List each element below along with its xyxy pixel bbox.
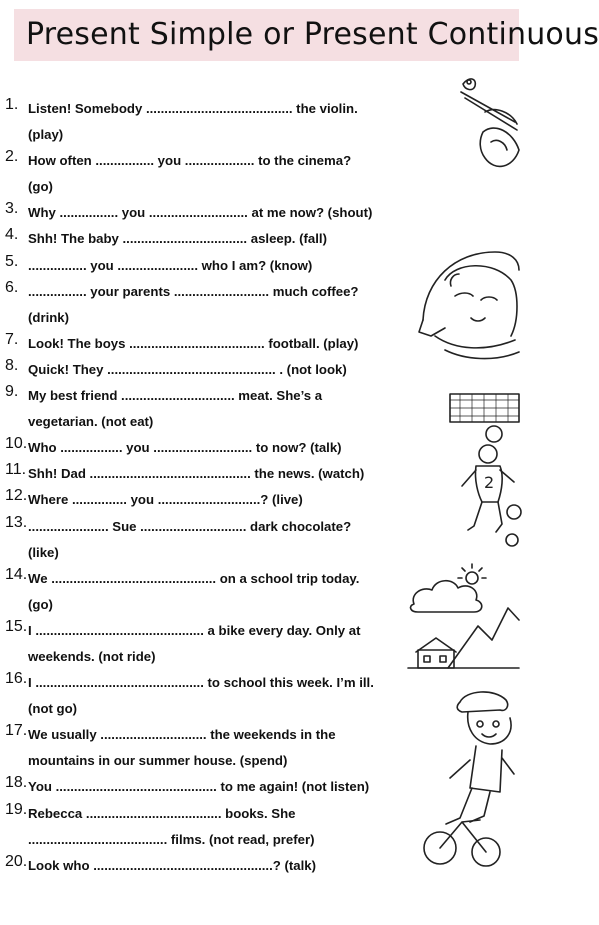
exercise-item <box>5 279 405 331</box>
exercise-item <box>5 801 405 853</box>
exercise-number: 15. <box>5 617 28 635</box>
worksheet-title-bar <box>14 9 599 61</box>
exercise-list <box>5 96 405 879</box>
exercise-text: I .............................................. a bike every day. Only at <box>28 622 361 638</box>
exercise-text: Who ................. you ........................... to now? (talk) <box>28 440 342 456</box>
exercise-number: 5. <box>5 252 19 270</box>
exercise-item <box>5 435 405 461</box>
svg-text:2: 2 <box>484 473 495 492</box>
exercise-text-continued: vegetarian. (not eat) <box>28 414 154 430</box>
exercise-text: Look who .................................................? (talk) <box>28 857 316 873</box>
exercise-text-continued: weekends. (not ride) <box>28 648 156 664</box>
exercise-item <box>5 722 405 774</box>
exercise-text: You ............................................ to me again! (not listen) <box>28 779 370 795</box>
exercise-item <box>5 200 405 226</box>
exercise-text-continued: ...................................... films. (not read, prefer) <box>28 831 315 847</box>
exercise-item <box>5 487 405 513</box>
exercise-text: Where ............... you ............................? (live) <box>28 492 303 508</box>
exercise-text-continued: (drink) <box>28 309 70 325</box>
exercise-number: 7. <box>5 330 19 348</box>
exercise-number: 17. <box>5 722 28 740</box>
exercise-item <box>5 253 405 279</box>
exercise-number: 16. <box>5 670 28 688</box>
exercise-text-continued: (play) <box>28 127 64 143</box>
exercise-text: ................ you ...................... who I am? (know) <box>28 257 313 273</box>
exercise-text-continued: (not go) <box>28 701 78 717</box>
exercise-number: 2. <box>5 148 19 166</box>
exercise-item <box>5 514 405 566</box>
exercise-item <box>5 461 405 487</box>
exercise-number: 9. <box>5 383 19 401</box>
exercise-text: ................ your parents .......................... much coffee? <box>28 283 359 299</box>
sleeping-baby-illustration <box>415 240 519 370</box>
exercise-number: 20. <box>5 852 28 870</box>
exercise-item <box>5 853 405 879</box>
exercise-text: Shh! Dad ............................................ the news. (watch) <box>28 466 365 482</box>
exercise-text-continued: (go) <box>28 596 53 612</box>
exercise-text: Shh! The baby .................................. asleep. (fall) <box>28 231 327 247</box>
exercise-item <box>5 148 405 200</box>
exercise-number: 3. <box>5 200 19 218</box>
exercise-item <box>5 566 405 618</box>
exercise-item <box>5 331 405 357</box>
exercise-number: 10. <box>5 435 28 453</box>
exercise-text: Quick! They .............................................. . (not look) <box>28 361 347 377</box>
exercise-item <box>5 774 405 800</box>
exercise-text: Listen! Somebody ........................................ the violin. <box>28 101 358 116</box>
exercise-number: 14. <box>5 565 28 583</box>
exercise-number: 19. <box>5 800 28 818</box>
exercise-text: Look! The boys ..................................... football. (play) <box>28 335 359 351</box>
exercise-number: 18. <box>5 774 28 792</box>
cyclist-illustration <box>410 688 519 870</box>
exercise-item <box>5 96 405 148</box>
exercise-number: 12. <box>5 487 28 505</box>
mountain-trip-illustration <box>408 560 519 672</box>
exercise-number: 1. <box>5 96 19 113</box>
exercise-item <box>5 670 405 722</box>
exercise-text-continued: (go) <box>28 179 53 195</box>
exercise-text: I .............................................. to school this week. I’m ill. <box>28 675 374 691</box>
exercise-text: Why ................ you ........................... at me now? (shout) <box>28 205 373 221</box>
exercise-text: Rebecca ..................................... books. She <box>28 805 296 821</box>
violin-illustration <box>455 72 519 182</box>
exercise-text-continued: mountains in our summer house. (spend) <box>28 753 288 769</box>
exercise-number: 6. <box>5 278 19 296</box>
football-players-illustration <box>448 390 519 550</box>
exercise-text: We usually ............................. the weekends in the <box>28 727 336 743</box>
exercise-item <box>5 618 405 670</box>
exercise-item <box>5 226 405 252</box>
exercise-text: My best friend ............................... meat. She’s a <box>28 388 323 404</box>
exercise-number: 11. <box>5 461 27 479</box>
exercise-number: 4. <box>5 226 19 244</box>
exercise-number: 13. <box>5 513 28 531</box>
exercise-text: ...................... Sue ............................. dark chocolate? <box>28 518 352 534</box>
exercise-text: How often ................ you ................... to the cinema? <box>28 153 352 169</box>
exercise-item <box>5 383 405 435</box>
exercise-item <box>5 357 405 383</box>
exercise-number: 8. <box>5 356 19 374</box>
worksheet-title: Present Simple or Present Continuous <box>26 17 599 52</box>
exercise-text: We ............................................. on a school trip today. <box>28 570 360 586</box>
exercise-text-continued: (like) <box>28 544 59 560</box>
